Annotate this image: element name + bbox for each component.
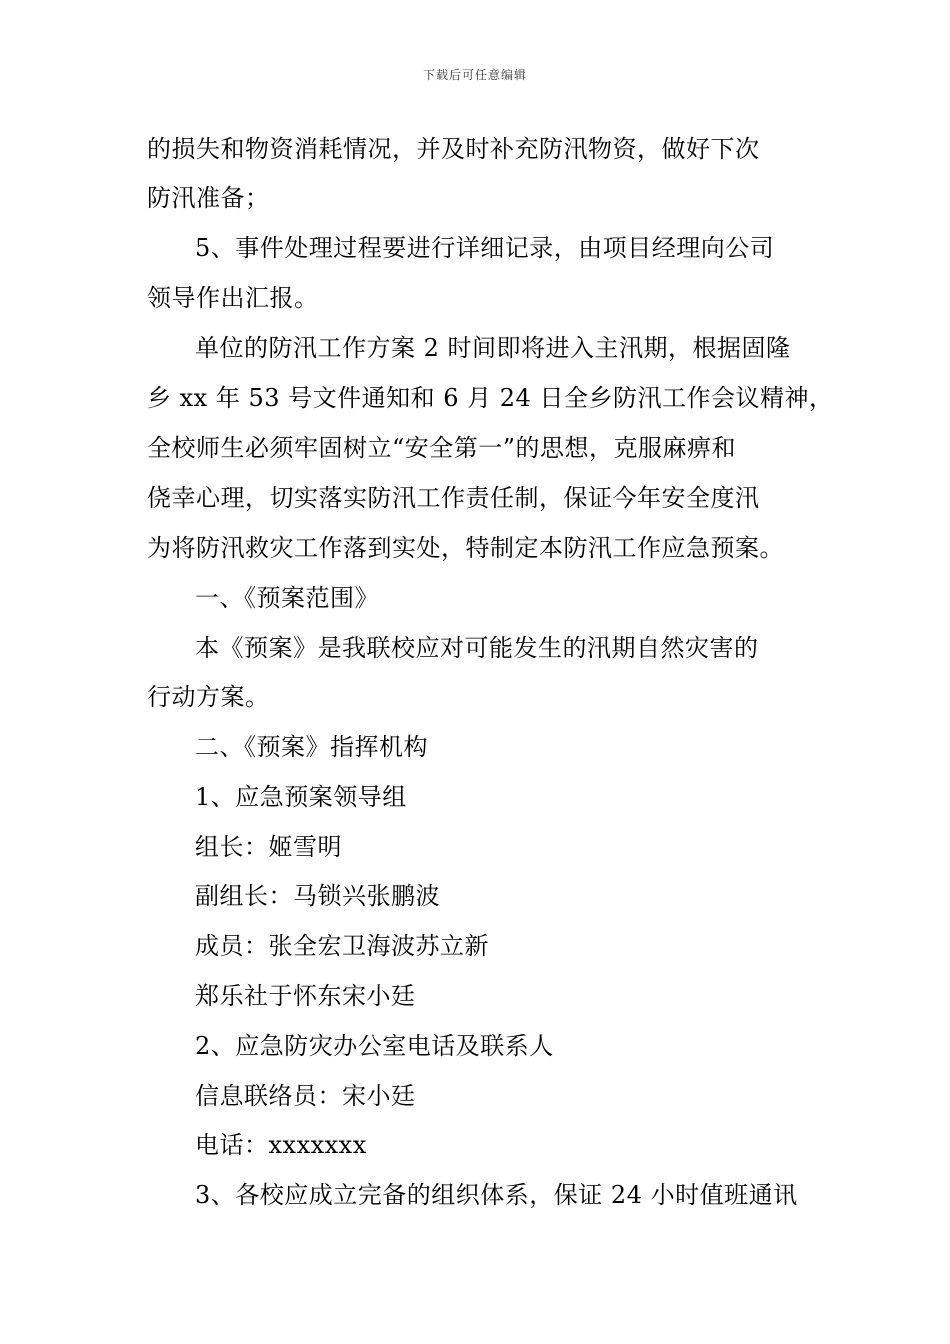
body-line: 电话：xxxxxxx (195, 1131, 367, 1159)
body-line: 为将防汛救灾工作落到实处，特制定本防汛工作应急预案。 (147, 534, 784, 562)
body-line: 副组长：马锁兴张鹏波 (195, 882, 440, 910)
body-line: 领导作出汇报。 (147, 284, 319, 312)
body-line: 5、事件处理过程要进行详细记录，由项目经理向公司 (195, 234, 775, 262)
body-line: 1、应急预案领导组 (195, 783, 407, 811)
body-line: 全校师生必须牢固树立“安全第一”的思想，克服麻痹和 (147, 434, 737, 462)
section-heading: 二、《预案》指挥机构 (195, 733, 428, 761)
body-line: 2、应急防灾办公室电话及联系人 (195, 1032, 554, 1060)
body-line: 信息联络员：宋小廷 (195, 1082, 416, 1110)
body-line: 本《预案》是我联校应对可能发生的汛期自然灾害的 (195, 634, 759, 662)
body-line: 成员：张全宏卫海波苏立新 (195, 932, 489, 960)
section-heading: 一、《预案范围》 (195, 584, 379, 612)
body-line: 侥幸心理，切实落实防汛工作责任制，保证今年安全度汛 (147, 484, 760, 512)
body-line: 防汛准备； (147, 184, 270, 212)
body-line: 组长：姬雪明 (195, 833, 342, 861)
body-line: 乡 xx 年 53 号文件通知和 6 月 24 日全乡防汛工作会议精神， (147, 384, 834, 412)
body-line: 的损失和物资消耗情况，并及时补充防汛物资，做好下次 (147, 135, 760, 163)
body-line: 郑乐社于怀东宋小廷 (195, 982, 416, 1010)
body-line: 3、各校应成立完备的组织体系，保证 24 小时值班通讯 (195, 1181, 798, 1209)
body-line: 行动方案。 (147, 683, 270, 711)
header-note: 下载后可任意编辑 (422, 68, 527, 82)
body-line: 单位的防汛工作方案 2 时间即将进入主汛期，根据固隆 (195, 334, 791, 362)
